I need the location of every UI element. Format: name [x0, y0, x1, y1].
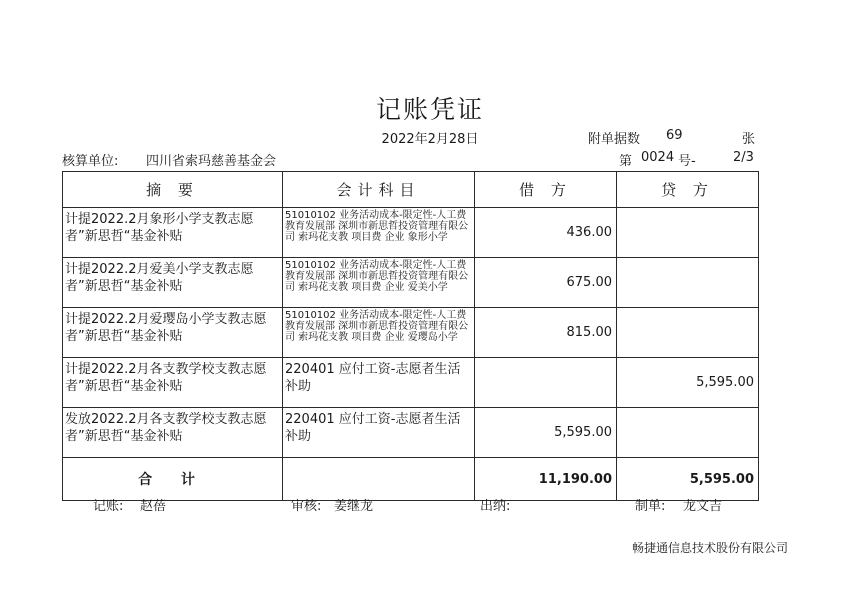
total-credit: 5,595.00 — [617, 458, 759, 501]
column-header-summary: 摘 要 — [63, 172, 283, 208]
entry-summary: 计提2022.2月爱璎岛小学支教志愿者”新思哲“基金补贴 — [63, 308, 283, 358]
table-row — [63, 308, 759, 358]
total-debit: 11,190.00 — [475, 458, 617, 501]
column-header-account: 会计科目 — [283, 172, 475, 208]
voucher-prefix: 第 — [619, 154, 633, 169]
entry-debit: 675.00 — [475, 258, 617, 308]
entry-credit — [617, 258, 759, 308]
entry-credit — [617, 308, 759, 358]
preparer-label: 制单: — [635, 499, 666, 514]
entry-account: 51010102 业务活动成本-限定性-人工费 教育发展部 深圳市新思哲投资管理有限公司 索玛花支教 项目费 企业 爱美小学 — [283, 258, 475, 308]
table-row — [63, 258, 759, 308]
entry-summary: 计提2022.2月各支教学校支教志愿者”新思哲“基金补贴 — [63, 358, 283, 408]
entry-summary: 计提2022.2月象形小学支教志愿者”新思哲“基金补贴 — [63, 208, 283, 258]
table-row — [63, 408, 759, 458]
attachments-count: 69 — [666, 128, 683, 143]
entry-account: 220401 应付工资-志愿者生活补助 — [283, 358, 475, 408]
entry-debit: 815.00 — [475, 308, 617, 358]
voucher-date: 2022年2月28日 — [381, 132, 479, 147]
software-company: 畅捷通信息技术股份有限公司 — [632, 541, 789, 555]
voucher-suffix: 号- — [678, 154, 696, 169]
attachments-label: 附单据数 — [588, 132, 641, 147]
bookkeeper-name: 赵蓓 — [140, 499, 167, 514]
entry-debit: 5,595.00 — [475, 408, 617, 458]
table-header-row — [63, 172, 759, 208]
entry-account: 51010102 业务活动成本-限定性-人工费 教育发展部 深圳市新思哲投资管理有限公司 索玛花支教 项目费 企业 象形小学 — [283, 208, 475, 258]
total-label: 合 计 — [63, 458, 283, 501]
entry-summary: 计提2022.2月爱美小学支教志愿者”新思哲“基金补贴 — [63, 258, 283, 308]
unit-label: 核算单位: — [62, 154, 119, 169]
table-row — [63, 358, 759, 408]
entry-account: 220401 应付工资-志愿者生活补助 — [283, 408, 475, 458]
column-header-debit: 借 方 — [475, 172, 617, 208]
unit-name: 四川省索玛慈善基金会 — [146, 154, 277, 169]
cashier-label: 出纳: — [480, 499, 511, 514]
entry-credit — [617, 408, 759, 458]
voucher-table — [62, 171, 759, 501]
voucher-number: 0024 — [641, 150, 675, 165]
table-row — [63, 208, 759, 258]
reviewer-name: 姜继龙 — [334, 499, 374, 514]
attachments-unit: 张 — [742, 132, 756, 147]
preparer-name: 龙文吉 — [683, 499, 723, 514]
bookkeeper-label: 记账: — [93, 499, 124, 514]
entry-credit — [617, 208, 759, 258]
column-header-credit: 贷 方 — [617, 172, 759, 208]
voucher-page: 2/3 — [733, 150, 754, 165]
entry-debit: 436.00 — [475, 208, 617, 258]
entry-summary: 发放2022.2月各支教学校支教志愿者”新思哲“基金补贴 — [63, 408, 283, 458]
entry-credit: 5,595.00 — [617, 358, 759, 408]
entry-account: 51010102 业务活动成本-限定性-人工费 教育发展部 深圳市新思哲投资管理有限公司 索玛花支教 项目费 企业 爱璎岛小学 — [283, 308, 475, 358]
voucher-title: 记账凭证 — [375, 95, 484, 124]
entry-debit — [475, 358, 617, 408]
reviewer-label: 审核: — [291, 499, 322, 514]
